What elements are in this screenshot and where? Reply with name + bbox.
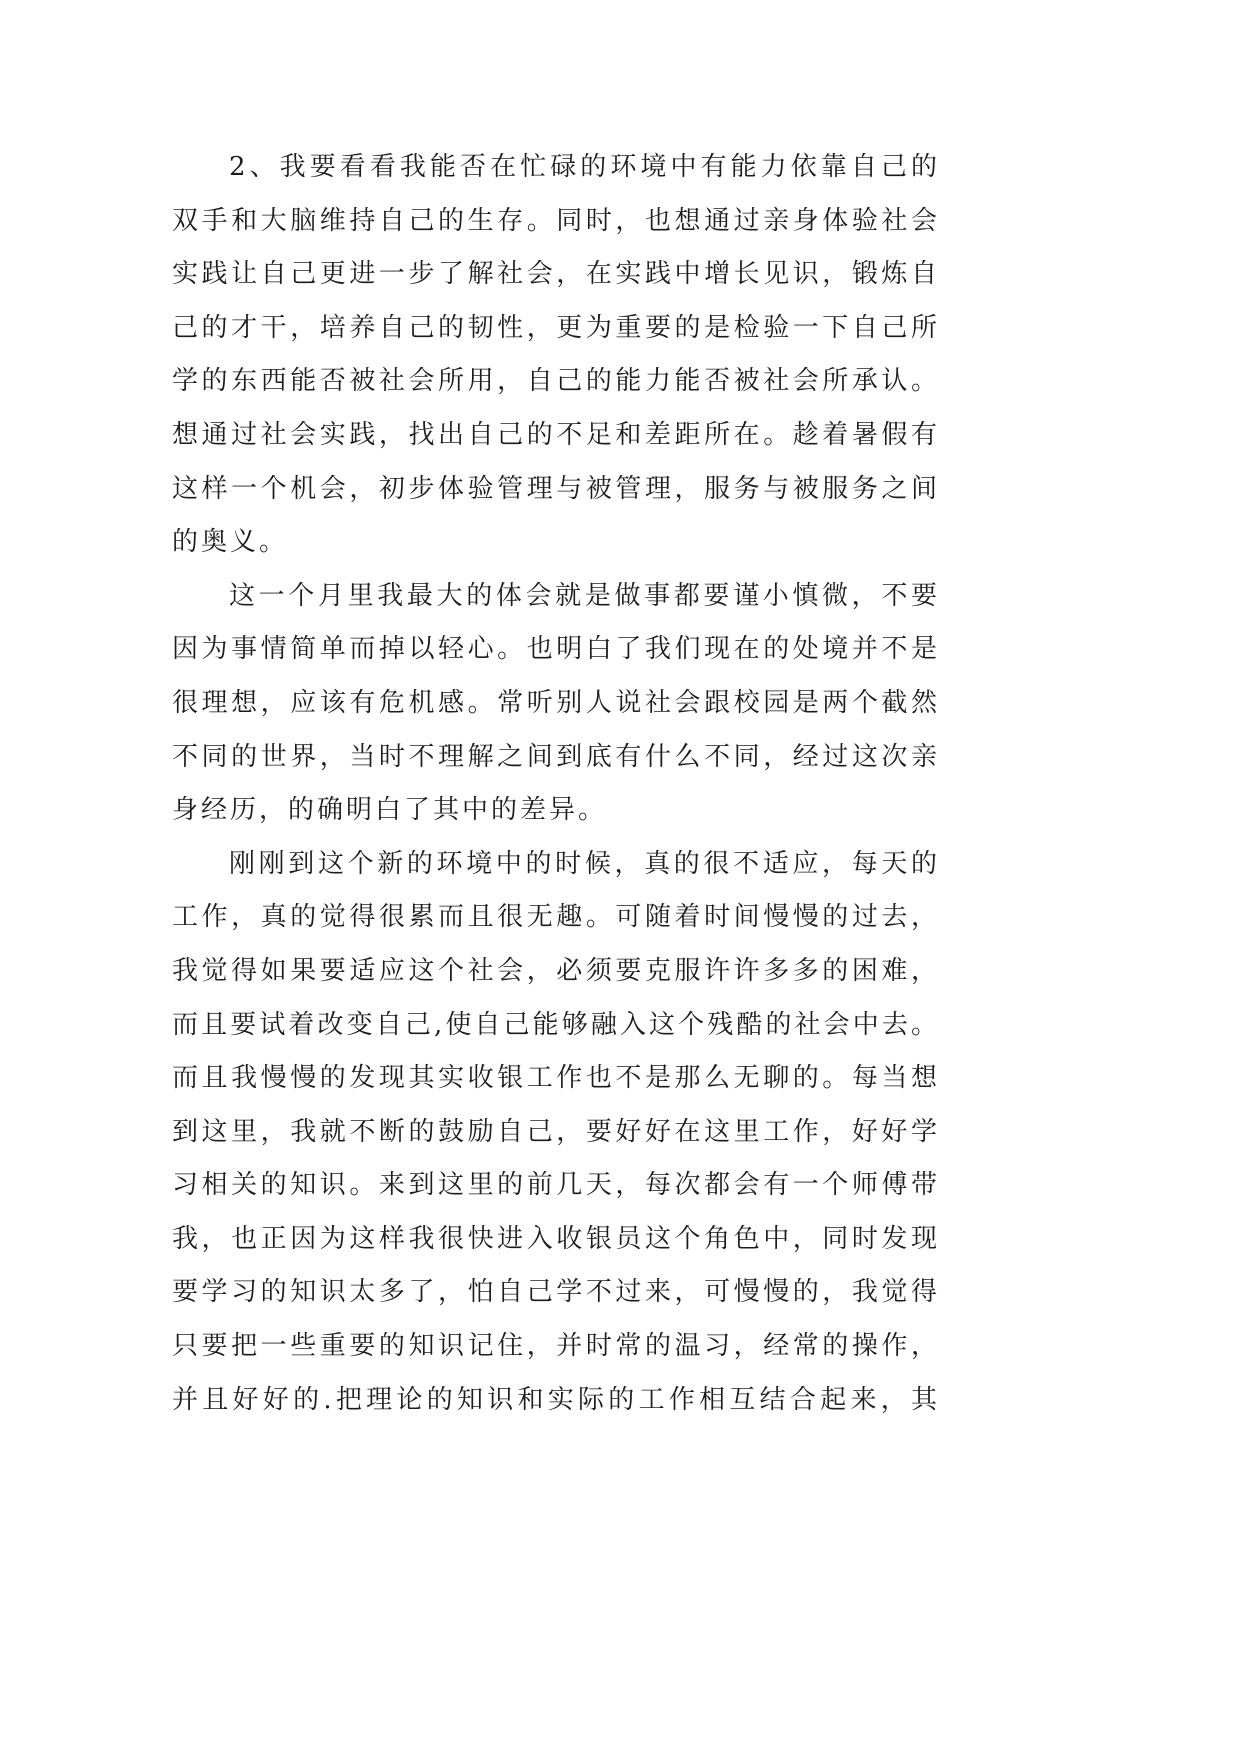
paragraph-line: 学的东西能否被社会所用，自己的能力能否被社会所承认。	[172, 366, 940, 397]
paragraph-line: 这样一个机会，初步体验管理与被管理，服务与被服务之间	[172, 473, 940, 504]
paragraph-line: 己的才干，培养自己的韧性，更为重要的是检验一下自己所	[172, 312, 940, 343]
paragraph-line: 很理想，应该有危机感。常听别人说社会跟校园是两个截然	[172, 687, 940, 718]
paragraph	[172, 570, 940, 838]
paragraph-line: 我，也正因为这样我很快进入收银员这个角色中，同时发现	[172, 1223, 940, 1254]
paragraph-line: 实践让自己更进一步了解社会，在实践中增长见识，锻炼自	[172, 259, 940, 290]
paragraph-line: 到这里，我就不断的鼓励自己，要好好在这里工作，好好学	[172, 1116, 940, 1147]
paragraph-line: 双手和大脑维持自己的生存。同时，也想通过亲身体验社会	[172, 205, 940, 236]
paragraph-line: 2、我要看看我能否在忙碌的环境中有能力依靠自己的	[229, 152, 940, 182]
document-body	[172, 141, 940, 1427]
paragraph-line: 习相关的知识。来到这里的前几天，每次都会有一个师傅带	[172, 1170, 940, 1201]
paragraph-line: 而且要试着改变自己,使自己能够融入这个残酷的社会中去。	[172, 1009, 940, 1040]
paragraph-line: 并且好好的.把理论的知识和实际的工作相互结合起来，其	[172, 1384, 940, 1415]
paragraph-line: 我觉得如果要适应这个社会，必须要克服许许多多的困难，	[172, 955, 940, 986]
paragraph-line: 而且我慢慢的发现其实收银工作也不是那么无聊的。每当想	[172, 1063, 940, 1094]
paragraph-line: 工作，真的觉得很累而且很无趣。可随着时间慢慢的过去，	[172, 902, 940, 933]
paragraph-line: 因为事情简单而掉以轻心。也明白了我们现在的处境并不是	[172, 634, 940, 665]
paragraph-line: 想通过社会实践，找出自己的不足和差距所在。趁着暑假有	[172, 419, 940, 450]
paragraph-line: 的奥义。	[172, 527, 289, 558]
paragraph-line: 身经历，的确明白了其中的差异。	[172, 795, 608, 826]
paragraph-line: 刚刚到这个新的环境中的时候，真的很不适应，每天的	[229, 848, 940, 879]
paragraph	[172, 838, 940, 1428]
paragraph	[172, 141, 940, 570]
paragraph-line: 只要把一些重要的知识记住，并时常的温习，经常的操作，	[172, 1331, 940, 1362]
paragraph-line: 要学习的知识太多了，怕自己学不过来，可慢慢的，我觉得	[172, 1277, 940, 1308]
paragraph-line: 这一个月里我最大的体会就是做事都要谨小慎微，不要	[229, 580, 940, 611]
paragraph-line: 不同的世界，当时不理解之间到底有什么不同，经过这次亲	[172, 741, 940, 772]
